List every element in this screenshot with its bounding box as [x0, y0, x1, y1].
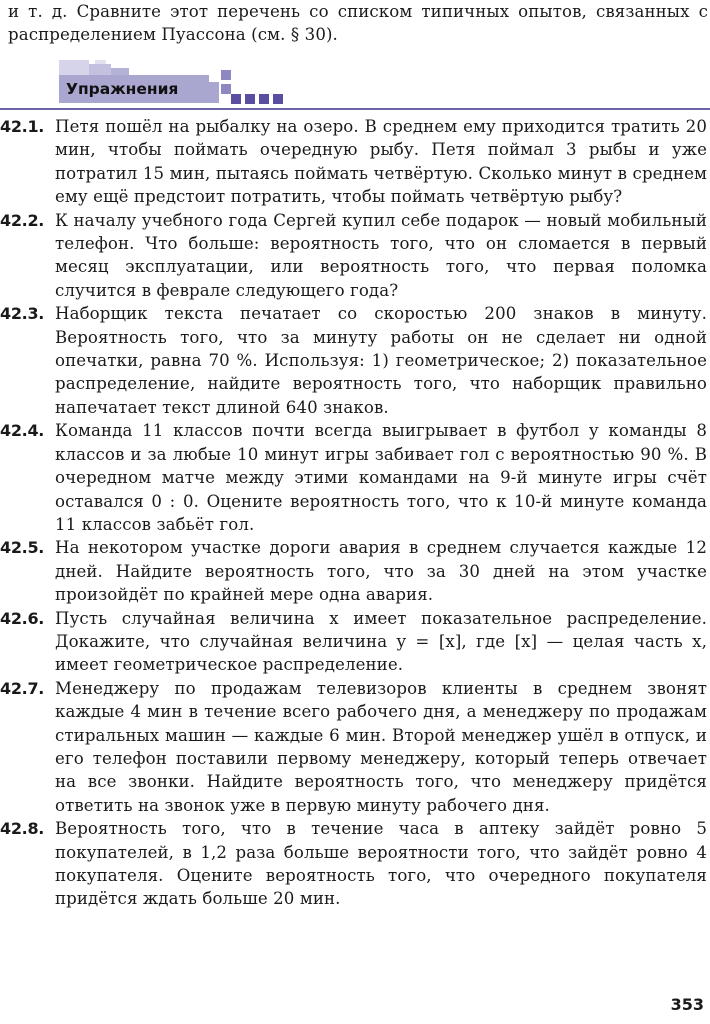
section-banner — [0, 60, 300, 108]
exercise-text: Вероятность того, что в течение часа в аптеку зайдёт ровно 5 покупателей, в 1,2 раза больше вероятности того, что зайдёт ровно 4 покупателя. Оцените вероятность того, что очередного покупателя придётся ждать больше 20 мин. — [55, 819, 707, 909]
exercise-number: 42.4. — [0, 421, 45, 441]
exercise-item — [0, 677, 710, 817]
page-number: 353 — [670, 995, 704, 1014]
exercise-text: Менеджеру по продажам телевизоров клиенты в среднем звонят каждые 4 мин в течение всего рабочего дня, а менеджеру по продажам стиральных машин — каждые 6 мин. Второй менеджер ушёл в отпуск, и его телефон поставили первому менеджеру, который теперь отвечает на все звонки. Найдите вероятность того, что менеджеру придётся ответить на звонок уже в первую минуту рабочего дня. — [55, 678, 707, 815]
banner-square — [95, 60, 106, 64]
exercise-number: 42.3. — [0, 304, 45, 324]
banner-square — [245, 94, 255, 104]
exercise-text: На некотором участке дороги авария в среднем случается каждые 12 дней. Найдите вероятность того, что за 30 дней на этом участке произойдёт по крайней мере одна авария. — [55, 538, 707, 605]
exercise-text: Наборщик текста печатает со скоростью 200 знаков в минуту. Вероятность того, что за минуту работы он не сделает ни одной опечатки, равна 70 %. Используя: 1) геометрическое; 2) показательное распределение, найдите вероятность того, что наборщик правильно напечатает текст длиной 640 знаков. — [55, 304, 707, 417]
exercise-text: Команда 11 классов почти всегда выигрывает в футбол у команды 8 классов и за любые 10 минут игры забивает гол с вероятностью 90 %. В очередном матче между этими командами на 9-й минуте игры счёт оставался 0 : 0. Оцените вероятность того, что к 10-й минуте команда 11 классов забьёт гол. — [55, 421, 707, 534]
exercise-number: 42.6. — [0, 608, 45, 628]
exercise-number: 42.7. — [0, 678, 45, 698]
exercise-list — [0, 115, 710, 911]
banner-square — [231, 94, 241, 104]
exercise-text: Петя пошёл на рыбалку на озеро. В среднем ему приходится тратить 20 мин, чтобы поймать очередную рыбу. Петя поймал 3 рыбы и уже потратил 15 мин, пытаясь поймать четвёртую. Сколько минут в среднем ему ещё предстоит потратить, чтобы поймать четвёртую рыбу? — [55, 117, 707, 207]
exercise-number: 42.2. — [0, 210, 45, 230]
section-divider — [0, 108, 710, 110]
exercise-item — [0, 115, 710, 209]
exercise-item — [0, 536, 710, 606]
intro-paragraph: и т. д. Сравните этот перечень со списком типичных опытов, связанных с распределением Пуассона (см. § 30). — [8, 2, 708, 45]
exercise-item — [0, 209, 710, 303]
banner-square — [259, 94, 269, 104]
exercise-item — [0, 302, 710, 419]
exercise-text: К началу учебного года Сергей купил себе подарок — новый мобильный телефон. Что больше: вероятность того, что он сломается в первый месяц эксплуатации, или вероятность того, что первая поломка случится в феврале следующего года? — [55, 210, 707, 300]
exercise-number: 42.5. — [0, 538, 45, 558]
banner-square — [59, 60, 89, 75]
banner-square — [209, 82, 219, 103]
banner-square — [221, 70, 231, 80]
exercise-text: Пусть случайная величина x имеет показательное распределение. Докажите, что случайная величина y = [x], где [x] — целая часть x, имеет геометрическое распределение. — [55, 608, 707, 675]
exercise-item — [0, 419, 710, 536]
banner-square — [221, 84, 231, 94]
exercise-item — [0, 817, 710, 911]
exercise-number: 42.1. — [0, 117, 45, 136]
section-title: Упражнения — [59, 75, 209, 103]
banner-square — [89, 64, 111, 75]
exercise-number: 42.8. — [0, 819, 45, 839]
banner-square — [111, 68, 129, 75]
exercise-item — [0, 607, 710, 677]
banner-square — [273, 94, 283, 104]
